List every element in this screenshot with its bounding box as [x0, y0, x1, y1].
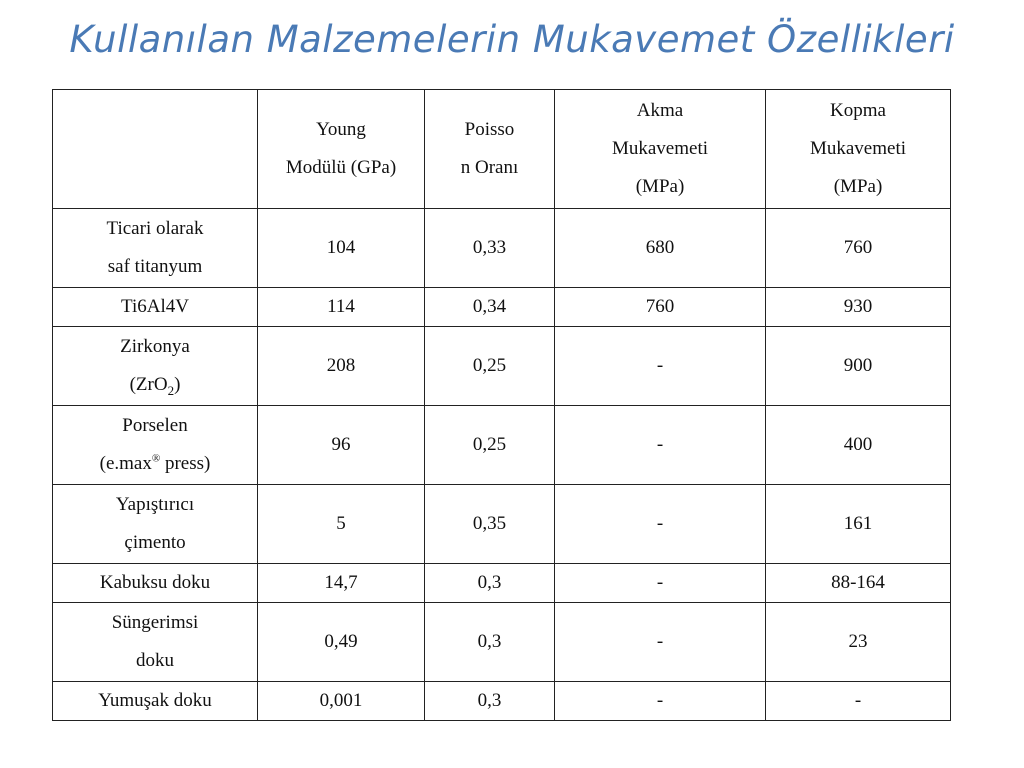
- cell-young: 0,49: [258, 603, 425, 682]
- cell-akma: -: [555, 682, 766, 721]
- table-row: [53, 209, 951, 288]
- cell-young: 114: [258, 288, 425, 327]
- material-properties-table: [52, 89, 951, 721]
- cell-kopma: 23: [766, 603, 951, 682]
- cell-kopma: 400: [766, 406, 951, 485]
- cell-poisson: 0,35: [425, 485, 555, 564]
- row-label: Ti6Al4V: [53, 288, 258, 327]
- header-tensile-strength: Kopma Mukavemeti (MPa): [766, 90, 951, 209]
- table-row: [53, 406, 951, 485]
- row-label: Kabuksu doku: [53, 564, 258, 603]
- cell-poisson: 0,3: [425, 682, 555, 721]
- cell-poisson: 0,33: [425, 209, 555, 288]
- table-row: [53, 603, 951, 682]
- cell-poisson: 0,25: [425, 406, 555, 485]
- table-row: [53, 327, 951, 406]
- slide-title: Kullanılan Malzemelerin Mukavemet Özellikleri: [69, 18, 955, 61]
- cell-akma: -: [555, 406, 766, 485]
- cell-young: 5: [258, 485, 425, 564]
- cell-kopma: 930: [766, 288, 951, 327]
- cell-kopma: 760: [766, 209, 951, 288]
- table-header-row: [53, 90, 951, 209]
- table-row: [53, 564, 951, 603]
- cell-akma: -: [555, 327, 766, 406]
- row-label: Zirkonya (ZrO$_2$): [53, 327, 258, 406]
- header-yield-strength: Akma Mukavemeti (MPa): [555, 90, 766, 209]
- cell-akma: -: [555, 564, 766, 603]
- cell-kopma: 88-164: [766, 564, 951, 603]
- cell-poisson: 0,3: [425, 564, 555, 603]
- cell-kopma: 900: [766, 327, 951, 406]
- cell-akma: 760: [555, 288, 766, 327]
- cell-akma: -: [555, 603, 766, 682]
- cell-kopma: 161: [766, 485, 951, 564]
- header-young-modulus: Young Modülü (GPa): [258, 90, 425, 209]
- cell-poisson: 0,34: [425, 288, 555, 327]
- cell-poisson: 0,25: [425, 327, 555, 406]
- row-label: Yumuşak doku: [53, 682, 258, 721]
- cell-akma: 680: [555, 209, 766, 288]
- cell-akma: -: [555, 485, 766, 564]
- cell-young: 0,001: [258, 682, 425, 721]
- table-row: [53, 682, 951, 721]
- header-poisson-ratio: Poisso n Oranı: [425, 90, 555, 209]
- table-row: [53, 485, 951, 564]
- row-label: Yapıştırıcı çimento: [53, 485, 258, 564]
- row-label: Ticari olarak saf titanyum: [53, 209, 258, 288]
- cell-young: 96: [258, 406, 425, 485]
- cell-young: 104: [258, 209, 425, 288]
- row-label: Süngerimsi doku: [53, 603, 258, 682]
- cell-young: 208: [258, 327, 425, 406]
- row-label: Porselen (e.max® press): [53, 406, 258, 485]
- header-empty: [53, 90, 258, 209]
- cell-poisson: 0,3: [425, 603, 555, 682]
- table-row: [53, 288, 951, 327]
- cell-kopma: -: [766, 682, 951, 721]
- cell-young: 14,7: [258, 564, 425, 603]
